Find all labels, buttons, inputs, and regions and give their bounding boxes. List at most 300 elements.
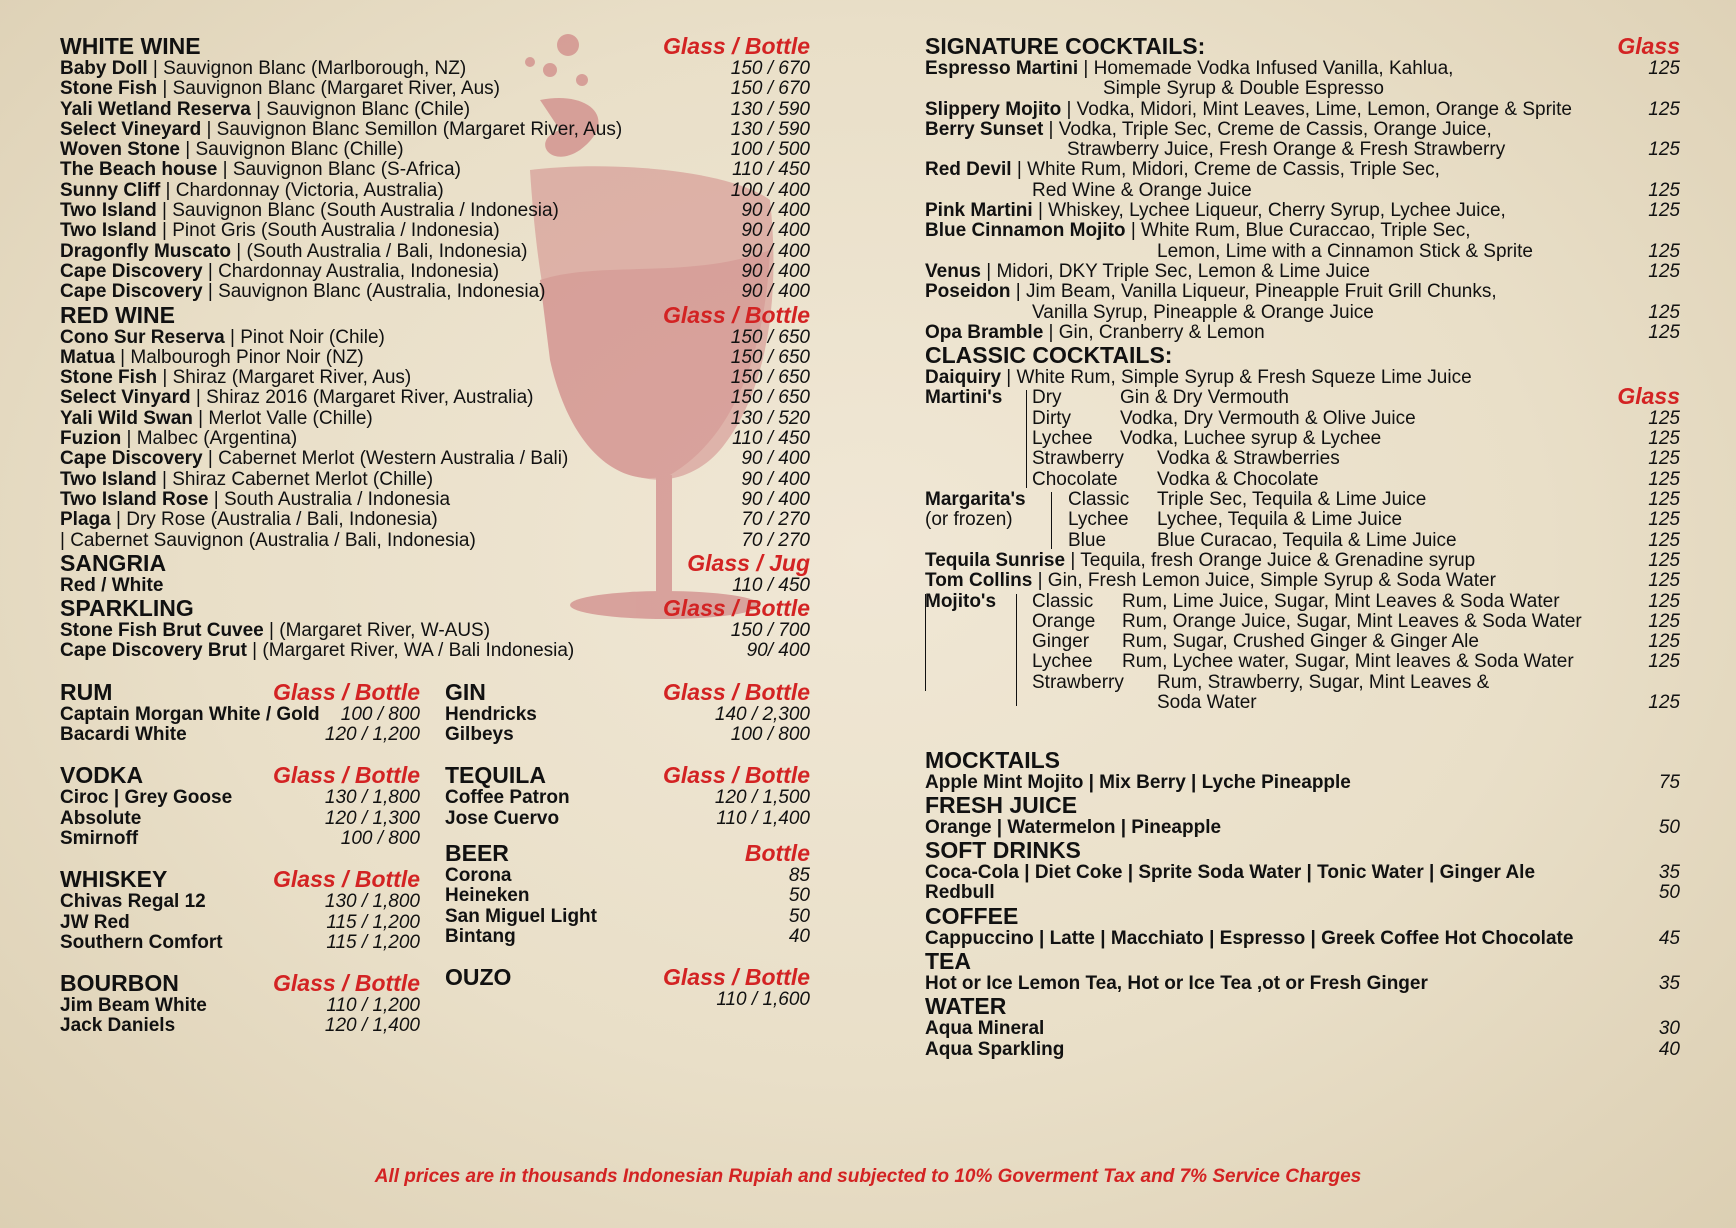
item-price: 125 <box>1648 570 1680 592</box>
menu-item <box>60 490 810 510</box>
item-list <box>60 788 420 849</box>
gin-section <box>445 680 810 746</box>
item-desc: | Sauvignon Blanc (Chille) <box>180 139 404 161</box>
menu-item <box>60 328 810 348</box>
price-footnote: All prices are in thousands Indonesian Rupiah and subjected to 10% Goverment Tax and 7% Service Charges <box>374 1166 1362 1187</box>
menu-item <box>60 348 810 368</box>
menu-item <box>925 120 1680 140</box>
section-title: COFFEE <box>925 902 1019 929</box>
item-price: 130 / 520 <box>730 407 810 429</box>
item-name: Two Island Rose <box>60 488 209 510</box>
item-price: 110 / 1,600 <box>716 989 810 1011</box>
item-price: 125 <box>1648 407 1680 429</box>
item-price: 125 <box>1648 301 1680 323</box>
item-name: Jim Beam White <box>60 995 207 1017</box>
item-list <box>445 705 810 746</box>
item-desc: | Shiraz (Margaret River, Aus) <box>157 367 412 389</box>
item-name: Two Island <box>60 200 157 222</box>
item-desc: | Malbec (Argentina) <box>121 428 298 450</box>
item-price: 110 / 1,200 <box>326 995 420 1017</box>
section-title: SPARKLING <box>60 595 194 622</box>
fresh-juice-section <box>925 793 1680 838</box>
group-sublabel: (or frozen) <box>925 508 1013 530</box>
item-name: Two Island <box>60 220 157 242</box>
item-list <box>60 892 420 953</box>
menu-item <box>60 429 810 449</box>
menu-item <box>925 531 1680 551</box>
soft-drinks-section <box>925 838 1680 904</box>
menu-item <box>60 201 810 221</box>
price-header: Glass / Bottle <box>663 678 810 705</box>
item-desc: | Vodka, Triple Sec, Creme de Cassis, Orange Juice, <box>1043 118 1492 140</box>
item-desc: | Sauvignon Blanc (Marlborough, NZ) <box>147 58 467 79</box>
water-section <box>925 994 1680 1060</box>
item-desc: Rum, Strawberry, Sugar, Mint Leaves & <box>1157 671 1490 693</box>
section-title: VODKA <box>60 762 144 789</box>
item-price: 125 <box>1648 448 1680 470</box>
beer-section <box>445 841 810 947</box>
price-header: Glass / Bottle <box>273 762 420 789</box>
item-list <box>925 773 1680 793</box>
item-name: Slippery Mojito <box>925 98 1062 120</box>
menu-item <box>60 221 810 241</box>
menu-item <box>445 725 810 745</box>
menu-item <box>445 705 810 725</box>
item-name: Cape Discovery <box>60 448 203 470</box>
tequila-section <box>445 763 810 829</box>
menu-item <box>60 788 420 808</box>
menu-item <box>60 140 810 160</box>
item-desc: | Sauvignon Blanc (Chile) <box>250 98 471 120</box>
item-desc: | Shiraz 2016 (Margaret River, Australia) <box>190 387 534 409</box>
item-price: 50 <box>1658 816 1680 838</box>
item-desc: | White Rum, Simple Syrup & Fresh Squeze Lime Juice <box>1001 367 1472 389</box>
item-desc: | Sauvignon Blanc (Margaret River, Aus) <box>157 78 500 100</box>
item-desc: Simple Syrup & Double Espresso <box>1103 78 1384 100</box>
item-desc: | Cabernet Merlot (Western Australia / Bali) <box>202 448 569 470</box>
menu-item <box>445 927 810 947</box>
menu-item <box>925 262 1680 282</box>
item-name: Ciroc | Grey Goose <box>60 787 233 809</box>
item-price: 125 <box>1648 139 1680 161</box>
menu-item <box>925 303 1680 323</box>
coffee-section <box>925 904 1680 949</box>
item-name: Coca-Cola | Diet Coke | Sprite Soda Water | Tonic Water | Ginger Ale <box>925 862 1536 884</box>
menu-item <box>60 79 810 99</box>
item-list <box>925 929 1680 949</box>
section-title: SANGRIA <box>60 549 167 576</box>
item-name: Opa Bramble <box>925 321 1044 343</box>
item-price: 30 <box>1658 1018 1680 1040</box>
item-price: 40 <box>788 925 810 947</box>
menu-item <box>60 510 810 530</box>
menu-item <box>925 59 1680 79</box>
menu-item <box>60 282 810 302</box>
item-desc: Lemon, Lime with a Cinnamon Stick & Sprite <box>1157 240 1533 262</box>
item-type: Blue <box>1068 529 1107 551</box>
item-price: 90 / 400 <box>741 488 810 510</box>
price-header: Glass / Bottle <box>663 33 810 59</box>
price-header: Glass / Bottle <box>273 678 420 705</box>
section-title: RUM <box>60 678 113 705</box>
item-price: 115 / 1,200 <box>326 931 420 953</box>
item-name: Absolute <box>60 807 142 829</box>
item-price: 150 / 650 <box>730 326 810 348</box>
section-title: BOURBON <box>60 970 179 997</box>
menu-item <box>445 809 810 829</box>
section-title: SOFT DRINKS <box>925 837 1081 864</box>
whiskey-section <box>60 867 420 953</box>
menu-item <box>60 829 420 849</box>
left-column <box>60 34 810 1037</box>
item-type: Strawberry <box>1032 448 1124 470</box>
menu-item <box>60 933 420 953</box>
classic-cocktails-section <box>925 343 1680 713</box>
menu-item <box>925 323 1680 343</box>
section-title: GIN <box>445 678 486 705</box>
item-desc: | Chardonnay (Victoria, Australia) <box>160 179 444 201</box>
item-price: 110 / 450 <box>732 428 810 450</box>
item-price: 125 <box>1648 529 1680 551</box>
spirits-grid <box>60 680 810 1037</box>
item-list <box>60 996 420 1037</box>
item-name: Cape Discovery Brut <box>60 640 247 662</box>
item-name: Hendricks <box>445 703 537 725</box>
menu-item <box>925 863 1680 883</box>
item-price: 125 <box>1648 98 1680 120</box>
menu-item <box>925 571 1680 591</box>
divider <box>1051 492 1052 549</box>
item-list <box>925 974 1680 994</box>
mojito-group <box>925 592 1680 714</box>
section-title: SIGNATURE COCKTAILS: <box>925 33 1206 59</box>
item-type: Dirty <box>1032 407 1072 429</box>
menu-item <box>60 59 810 79</box>
item-name: Yali Wild Swan <box>60 407 193 429</box>
price-header: Bottle <box>744 839 810 866</box>
item-name: Red Devil <box>925 159 1012 181</box>
item-list <box>925 818 1680 838</box>
item-name: Jack Daniels <box>60 1015 176 1037</box>
item-name: Stone Fish <box>60 78 158 100</box>
section-title: FRESH JUICE <box>925 791 1078 818</box>
item-price: 130 / 590 <box>730 118 810 140</box>
menu-item <box>60 531 810 551</box>
group-label: Margarita's <box>925 488 1026 510</box>
item-name: Apple Mint Mojito | Mix Berry | Lyche Pineapple <box>925 771 1351 793</box>
item-price: 90/ 400 <box>746 640 810 662</box>
item-desc: | Cabernet Sauvignon (Australia / Bali, Indonesia) <box>60 529 476 551</box>
item-desc: | (Margaret River, W-AUS) <box>263 620 491 642</box>
group-label: Martini's <box>925 387 1003 409</box>
menu-item <box>60 181 810 201</box>
item-desc: | Sauvignon Blanc Semillon (Margaret River, Aus) <box>201 118 623 140</box>
item-name: Chivas Regal 12 <box>60 891 206 913</box>
item-name: Aqua Sparkling <box>925 1038 1065 1060</box>
item-desc: | Midori, DKY Triple Sec, Lemon & Lime Juice <box>980 260 1370 282</box>
item-price: 50 <box>788 905 810 927</box>
item-desc: | Sauvignon Blanc (South Australia / Indonesia) <box>156 200 559 222</box>
menu-item <box>925 470 1680 490</box>
item-price: 100 / 800 <box>340 703 420 725</box>
item-name: Orange | Watermelon | Pineapple <box>925 816 1222 838</box>
menu-item <box>60 892 420 912</box>
item-price: 120 / 1,200 <box>324 724 420 746</box>
item-name: The Beach house <box>60 159 218 181</box>
price-header: Glass / Bottle <box>663 595 810 622</box>
item-price: 100 / 500 <box>730 139 810 161</box>
menu-item <box>925 201 1680 221</box>
menu-item <box>925 974 1680 994</box>
item-name: Captain Morgan White / Gold <box>60 703 320 725</box>
price-header: Glass / Bottle <box>273 970 420 997</box>
menu-item <box>925 592 1680 612</box>
item-name: Poseidon <box>925 281 1011 303</box>
section-title: OUZO <box>445 964 512 991</box>
item-desc: | (Margaret River, WA / Bali Indonesia) <box>246 640 575 662</box>
section-title: MOCKTAILS <box>925 746 1061 773</box>
item-price: 90 / 400 <box>741 260 810 282</box>
menu-item <box>925 510 1680 530</box>
price-header: Glass / Bottle <box>663 762 810 789</box>
section-title: WHITE WINE <box>60 33 201 59</box>
menu-item <box>925 221 1680 241</box>
menu-item <box>925 79 1680 99</box>
item-desc: | Homemade Vodka Infused Vanilla, Kahlua, <box>1078 58 1454 79</box>
menu-item <box>60 262 810 282</box>
menu-item <box>925 282 1680 302</box>
item-price: 125 <box>1648 651 1680 673</box>
item-desc: | Sauvignon Blanc (S-Africa) <box>217 159 461 181</box>
item-price: 125 <box>1648 488 1680 510</box>
martini-rows <box>925 388 1680 489</box>
item-desc: | Dry Rose (Australia / Bali, Indonesia) <box>110 509 438 531</box>
section-title: WHISKEY <box>60 866 168 893</box>
item-price: 85 <box>788 864 810 886</box>
menu-item <box>925 632 1680 652</box>
tea-section <box>925 949 1680 994</box>
item-desc: Vanilla Syrup, Pineapple & Orange Juice <box>1032 301 1374 323</box>
item-type: Ginger <box>1032 631 1090 653</box>
menu-item <box>60 1016 420 1036</box>
menu-item <box>60 388 810 408</box>
item-name: Pink Martini <box>925 200 1033 222</box>
item-price: 50 <box>788 885 810 907</box>
item-desc: | Sauvignon Blanc (Australia, Indonesia) <box>202 281 546 303</box>
item-list <box>445 990 810 1010</box>
item-name: Gilbeys <box>445 724 514 746</box>
item-desc: | Whiskey, Lychee Liqueur, Cherry Syrup, Lychee Juice, <box>1032 200 1506 222</box>
item-price: 70 / 270 <box>741 509 810 531</box>
item-name: Blue Cinnamon Mojito <box>925 220 1126 242</box>
price-header: Glass <box>1617 383 1680 410</box>
item-list <box>60 621 810 662</box>
menu-item <box>925 883 1680 903</box>
mojito-rows <box>925 592 1680 693</box>
item-name: Cono Sur Reserva <box>60 326 225 348</box>
item-name: Corona <box>445 864 512 886</box>
section-title: BEER <box>445 839 509 866</box>
item-name: Tom Collins <box>925 570 1033 592</box>
item-desc: Red Wine & Orange Juice <box>1032 179 1252 201</box>
item-desc: | Gin, Cranberry & Lemon <box>1043 321 1265 343</box>
item-price: 90 / 400 <box>741 448 810 470</box>
menu-item <box>925 612 1680 632</box>
item-price: 100 / 400 <box>730 179 810 201</box>
item-name: Aqua Mineral <box>925 1018 1045 1040</box>
item-desc: Vodka, Luchee syrup & Lychee <box>1120 428 1382 450</box>
item-price: 150 / 670 <box>730 58 810 79</box>
menu-item <box>445 788 810 808</box>
signature-list <box>925 59 1680 343</box>
menu-item <box>60 705 420 725</box>
menu-item <box>925 100 1680 120</box>
item-desc: | (South Australia / Bali, Indonesia) <box>231 240 528 262</box>
section-title: CLASSIC COCKTAILS: <box>925 342 1173 369</box>
price-header: Glass / Bottle <box>663 964 810 991</box>
menu-item <box>925 673 1680 693</box>
item-type: Lychee <box>1068 509 1129 531</box>
item-type: Lychee <box>1032 428 1093 450</box>
divider <box>1026 390 1027 488</box>
item-desc: | Malbourogh Pinor Noir (NZ) <box>114 346 364 368</box>
item-price: 150 / 650 <box>730 346 810 368</box>
item-name: Cape Discovery <box>60 260 203 282</box>
menu-item <box>925 1040 1680 1060</box>
item-price: 45 <box>1658 927 1680 949</box>
item-desc: | White Rum, Blue Curaccao, Triple Sec, <box>1125 220 1471 242</box>
item-desc: Gin & Dry Vermouth <box>1120 387 1289 409</box>
item-price: 130 / 1,800 <box>324 787 420 809</box>
item-name: Sunny Cliff <box>60 179 161 201</box>
item-name: Cape Discovery <box>60 281 203 303</box>
menu-item <box>925 160 1680 180</box>
item-name: Daiquiry <box>925 367 1002 389</box>
item-list <box>60 328 810 551</box>
menu-item <box>60 576 810 596</box>
martini-group <box>925 383 1680 490</box>
item-name: Jose Cuervo <box>445 807 560 829</box>
item-price: 125 <box>1648 321 1680 343</box>
item-desc: Lychee, Tequila & Lime Juice <box>1157 509 1403 531</box>
menu-item <box>925 242 1680 262</box>
menu-item <box>445 990 810 1010</box>
menu-item <box>925 368 1680 388</box>
item-price: 40 <box>1658 1038 1680 1060</box>
bourbon-section <box>60 971 420 1037</box>
item-desc: | Vodka, Midori, Mint Leaves, Lime, Lemon, Orange & Sprite <box>1061 98 1572 120</box>
menu-item <box>60 160 810 180</box>
item-desc: | Chardonnay Australia, Indonesia) <box>202 260 500 282</box>
item-price: 150 / 670 <box>730 78 810 100</box>
sangria-section <box>60 551 810 596</box>
item-name: Select Vineyard <box>60 118 202 140</box>
sparkling-section <box>60 596 810 662</box>
menu-item <box>925 388 1680 408</box>
item-price: 90 / 400 <box>741 468 810 490</box>
item-price: 100 / 800 <box>340 827 420 849</box>
item-type: Classic <box>1068 488 1130 510</box>
item-price: 125 <box>1648 590 1680 612</box>
item-name: Heineken <box>445 885 530 907</box>
menu-item <box>925 773 1680 793</box>
item-price: 125 <box>1648 549 1680 571</box>
rum-section <box>60 680 420 746</box>
item-price: 125 <box>1648 631 1680 653</box>
item-price: 35 <box>1658 862 1680 884</box>
item-price: 120 / 1,400 <box>324 1015 420 1037</box>
item-desc: Vodka, Dry Vermouth & Olive Juice <box>1120 407 1416 429</box>
menu-item <box>60 621 810 641</box>
item-desc: Rum, Orange Juice, Sugar, Mint Leaves & Soda Water <box>1122 610 1582 632</box>
item-price: 140 / 2,300 <box>714 703 810 725</box>
right-column <box>925 34 1680 1060</box>
item-list <box>925 1019 1680 1060</box>
signature-cocktails-section <box>925 34 1680 343</box>
item-desc: Rum, Lychee water, Sugar, Mint leaves & Soda Water <box>1122 651 1574 673</box>
menu-item <box>925 693 1680 713</box>
item-list <box>925 863 1680 904</box>
item-list <box>445 866 810 947</box>
price-header: Glass <box>1617 33 1680 59</box>
price-header: Glass / Jug <box>687 549 810 576</box>
white-wine-section <box>60 34 810 303</box>
item-desc: | South Australia / Indonesia <box>208 488 451 510</box>
item-desc: | Merlot Valle (Chille) <box>192 407 373 429</box>
menu-item <box>60 409 810 429</box>
item-desc: | Pinot Gris (South Australia / Indonesia) <box>156 220 500 242</box>
item-price: 90 / 400 <box>741 220 810 242</box>
vodka-section <box>60 763 420 849</box>
item-price: 125 <box>1648 240 1680 262</box>
menu-item <box>445 866 810 886</box>
menu-item <box>445 886 810 906</box>
item-name: San Miguel Light <box>445 905 597 927</box>
item-desc: Blue Curacao, Tequila & Lime Juice <box>1157 529 1457 551</box>
item-name: Coffee Patron <box>445 787 570 809</box>
menu-item <box>445 907 810 927</box>
item-list <box>60 576 810 596</box>
section-title: RED WINE <box>60 301 175 328</box>
item-name: JW Red <box>60 911 130 933</box>
price-header: Glass / Bottle <box>663 301 810 328</box>
item-price: 100 / 800 <box>730 724 810 746</box>
menu-item <box>925 551 1680 571</box>
item-desc: | Shiraz Cabernet Merlot (Chille) <box>156 468 434 490</box>
item-price: 115 / 1,200 <box>326 911 420 933</box>
item-name: Dragonfly Muscato <box>60 240 232 262</box>
item-price: 125 <box>1648 179 1680 201</box>
divider <box>1016 594 1017 706</box>
menu-item <box>925 929 1680 949</box>
menu-item <box>60 449 810 469</box>
menu-item <box>60 242 810 262</box>
item-name: Hot or Ice Lemon Tea, Hot or Ice Tea ,ot or Fresh Ginger <box>925 973 1428 995</box>
item-price: 110 / 450 <box>732 574 810 596</box>
section-title: WATER <box>925 993 1007 1020</box>
menu-item <box>60 725 420 745</box>
item-desc: Vodka & Chocolate <box>1157 468 1319 490</box>
item-name: Southern Comfort <box>60 931 223 953</box>
margarita-group <box>925 490 1680 551</box>
item-price: 75 <box>1658 771 1680 793</box>
item-type: Lychee <box>1032 651 1093 673</box>
spirits-right <box>445 680 810 1037</box>
menu-item <box>60 996 420 1016</box>
menu-item <box>925 1019 1680 1039</box>
item-price: 90 / 400 <box>741 281 810 303</box>
section-title: TEQUILA <box>445 762 546 789</box>
